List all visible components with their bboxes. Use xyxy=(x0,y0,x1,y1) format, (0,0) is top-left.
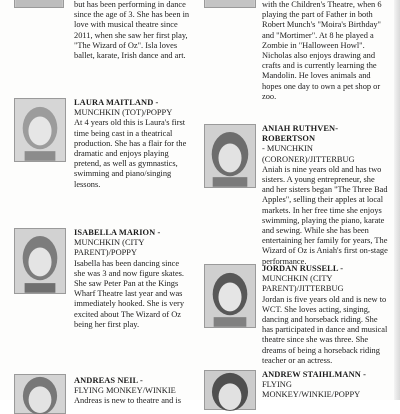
bio-text: Isabella has been dancing since she was 3 and now figure skates. She saw Peter Pan at the Kings Wharf Theatre last year and was immediately hooked. She is very excited about The Wizard of Oz being her first play. xyxy=(74,258,185,329)
headshot-photo-andreas xyxy=(14,374,66,414)
headshot-photo-jordan xyxy=(204,264,256,328)
actor-name: ANIAH RUTHVEN-ROBERTSON xyxy=(262,124,339,144)
actor-role: - MUNCHKIN (CORONER)/JITTERBUG xyxy=(262,144,355,164)
actor-name: ANDREW STAIHLMANN - xyxy=(262,370,366,379)
headshot-photo-laura xyxy=(14,98,66,162)
actor-role: MUNCHKIN (CITY PARENT)/POPPY xyxy=(74,238,145,258)
bio-text: Jordan is five years old and is new to WCT. She loves acting, singing, dancing and horseback riding. She has participated in dance and musical theatre since she was three. She dreams of being a horseback riding teacher or an actress. xyxy=(262,294,388,365)
headshot-photo-aniah xyxy=(204,124,256,188)
actor-name: JORDAN RUSSELL - xyxy=(262,264,344,273)
bio-text: Andreas is new to theatre and is xyxy=(74,396,181,406)
actor-name: LAURA MAITLAND - xyxy=(74,98,159,107)
headshot-photo-top-right xyxy=(204,0,256,8)
bio-block-andrew xyxy=(262,370,388,401)
bio-block-top-right xyxy=(262,0,388,102)
actor-name: ISABELLA MARION - xyxy=(74,228,161,237)
bio-text: Aniah is nine years old and has two sisters. A young entrepreneur, she and her sisters began "The Three Bad Apples", selling their apples at local markets. In her free time she enjoys swimming, playing the piano, karate and sewing. While she has been entertaining her family for years, The Wizard of Oz is Aniah's first on-stage performance. xyxy=(262,164,388,266)
actor-role: MUNCHKIN (CITY PARENT)/JITTERBUG xyxy=(262,274,344,294)
actor-role: FLYING MONKEY/WINKIE xyxy=(74,386,176,396)
page-binding-edge xyxy=(394,0,400,400)
bio-text: At 4 years old this is Laura's first time being cast in a theatrical production. She has a flair for the dramatic and enjoys playing pretend, as well as gymnastics, swimming and piano/singing lessons. xyxy=(74,118,187,189)
bio-block-andreas xyxy=(74,376,192,407)
headshot-photo-top-left xyxy=(14,0,64,8)
actor-role: FLYING MONKEY/WINKIE/POPPY xyxy=(262,380,361,400)
bio-block-laura xyxy=(74,98,192,190)
actor-name: ANDREAS NEIL - xyxy=(74,376,143,385)
bio-block-aniah xyxy=(262,124,388,267)
actor-role: MUNCHKIN (TOT)/POPPY xyxy=(74,108,173,118)
bio-text: with the Children's Theatre, when 6 playing the part of Father in both Robert Munch's "Moira's Birthday" and "Mortimer". At 8 he played a Zombie in "Halloween Howl". Nicholas also enjoys drawing and crafts and is currently learning the Mandolin. He loves animals and hopes one day to own a pet shop or zoo. xyxy=(262,0,382,101)
headshot-photo-andrew xyxy=(204,370,256,410)
headshot-photo-isabella xyxy=(14,228,66,294)
bio-text: but has been performing in dance since the age of 3. She has been in love with musical theatre since 2011, when she saw her first play, "The Wizard of Oz". Isla loves ballet, karate, Irish dance and art. xyxy=(74,0,190,61)
bio-block-jordan xyxy=(262,264,388,366)
bio-block-isabella xyxy=(74,228,192,330)
bio-block-top-left xyxy=(74,0,190,61)
